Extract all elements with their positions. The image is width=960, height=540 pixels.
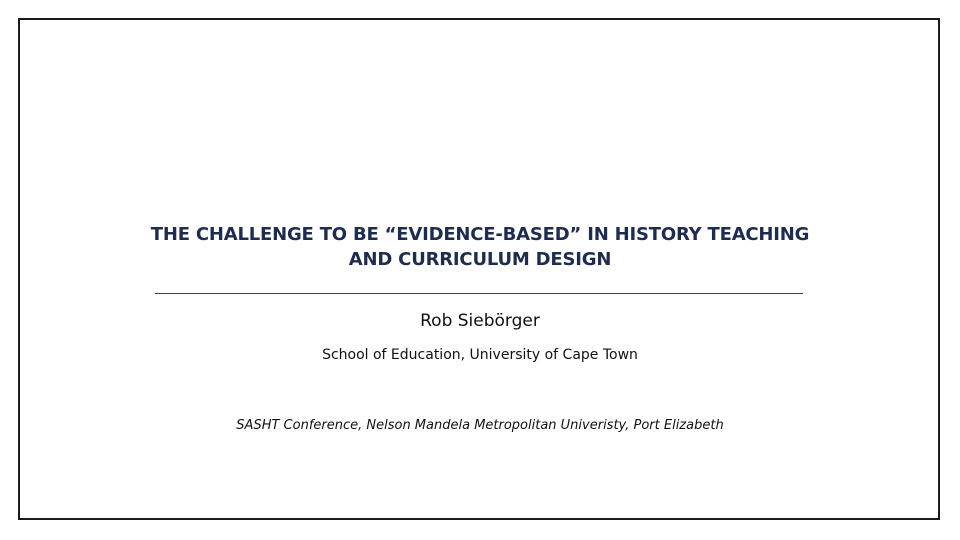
slide-title-line-1: THE CHALLENGE TO BE “EVIDENCE-BASED” IN HISTORY TEACHING [150, 224, 810, 245]
author-name: Rob Siebörger [420, 311, 540, 331]
slide-title [0, 222, 960, 272]
slide-title-line-2: AND CURRICULUM DESIGN [348, 249, 612, 270]
title-divider [155, 293, 803, 294]
conference-line: SASHT Conference, Nelson Mandela Metropolitan Univeristy, Port Elizabeth [236, 418, 724, 433]
author-affiliation: School of Education, University of Cape Town [322, 347, 638, 363]
